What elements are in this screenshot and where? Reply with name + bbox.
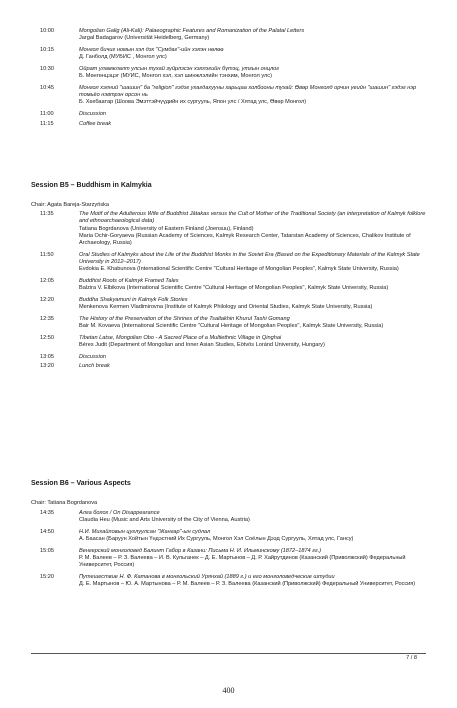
schedule-block-1	[40, 28, 435, 132]
talk-title: Discussion	[79, 353, 107, 360]
time-label: 15:05	[40, 547, 54, 554]
time-label: 13:20	[40, 363, 54, 370]
schedule-row	[40, 297, 435, 312]
talk-title: Coffee break	[79, 120, 112, 127]
talk-author: Д. Ганболд (МУБИС , Монгол улс)	[79, 54, 167, 61]
talk-title: Путешествие Н. Ф. Катанова в монгольский Урянхай (1889 г.) и его монголоведческие штудии	[79, 573, 335, 580]
talk-title: Венгерский монголовед Балинт Габор в Казани: Письма Н. И. Ильминскому (1872–1874 гг.)	[79, 547, 322, 554]
talk-author: Balzira V. Elbikova (International Scientific Centre "Cultural Heritage of Mongolian Peoples", Kalmyk State University, Russia)	[79, 285, 389, 292]
talk-title: Ойрат уламжлалт улсын тухай зүйрлэсэн хэллэгийн бүтэц, утгын онцлог	[79, 65, 280, 72]
talk-title: Монгол бичиг номын хэл дэх "Сумдаг"-ийн хэлэн нөлөө	[79, 46, 224, 53]
talk-title: Н.И. Михайловын цуглуулсан "Жангар"-ын судлал	[79, 528, 211, 535]
talk-author: Tatiana Bogrdanova (University of Eastern Finland (Joensuu), Finland)	[79, 225, 254, 232]
talk-title: Алга болох / On Disappearance	[79, 510, 160, 516]
time-label: 12:35	[40, 315, 54, 322]
time-label: 11:00	[40, 110, 54, 117]
talk-title: Buddha Shakyamuni in Kalmyk Folk Stories	[79, 296, 188, 303]
talk-title: Lunch break	[79, 363, 110, 370]
talk-author: Menkenova Kermen Vladimirovna (Institute of Kalmyk Philology and Oriental Studies, Kalmyk State University, Russia)	[79, 304, 373, 311]
schedule-row	[40, 278, 435, 293]
talk-author: Jargal Badagarov (Universität Heidelberg, Germany)	[79, 35, 210, 42]
schedule-row	[40, 85, 435, 107]
time-label: 10:45	[40, 84, 54, 91]
time-label: 15:20	[40, 573, 54, 580]
schedule-row	[40, 574, 435, 589]
time-label: 11:15	[40, 120, 54, 127]
page-of-indicator: 7 / 8	[406, 655, 417, 661]
talk-author: Б. Мөнгөнцэцэг (МУИС, Монгол хэл, хэл шинжлэлийн тэнхим, Монгол улс)	[79, 73, 272, 80]
session-heading: Session B6 – Various Aspects	[31, 480, 131, 487]
schedule-row	[40, 316, 435, 331]
time-label: 12:50	[40, 334, 54, 341]
schedule-row	[40, 548, 435, 570]
schedule-row	[40, 66, 435, 81]
talk-title: The History of the Preservation of the Shrines of the Tsaltakhin Khurul Tashi Gomang	[79, 315, 290, 322]
session-heading: Session B5 – Buddhism in Kalmykia	[31, 182, 152, 189]
talk-author: Б. Хөхбаатар (Шоова Эмэттэйчүүдийн их сургууль, Япон улс / Хятад улс, Өвөр Монгол)	[79, 99, 307, 106]
talk-title: Discussion	[79, 110, 107, 117]
session-chair: Chair: Agata Bareja-Starzyńska	[31, 202, 110, 208]
schedule-row	[40, 252, 435, 274]
talk-author: Béres Judit (Department of Mongolian and Inner Asian Studies, Eötvös Loránd University, Hungary)	[79, 341, 325, 348]
session-chair: Chair: Tatiana Bogrdanova	[31, 500, 98, 506]
time-label: 11:35	[40, 211, 54, 217]
time-label: 13:05	[40, 353, 54, 360]
schedule-block-b5	[40, 211, 435, 375]
talk-author: Р. М. Валеев – Р. З. Валеева – И. В. Кульганек – Д. Е. Мартынов – Д. Р. Хайрутдинов (Казанский (Приволжский) Федеральный Университет, Россия)	[79, 555, 406, 569]
footer-divider	[31, 653, 426, 654]
time-label: 14:35	[40, 510, 54, 516]
schedule-row	[40, 121, 435, 128]
time-label: 11:50	[40, 251, 54, 258]
talk-author: Evdokia E. Khabunova (International Scientific Centre "Cultural Heritage of Mongolian Peoples", Kalmyk State University, Russia)	[79, 266, 399, 273]
schedule-row	[40, 335, 435, 350]
talk-title: Монгол хэлний "шашин" ба "religion" гэдэг ухагдахууны харьцаа холбооны тухай: Өвөр Монголд орчин үеийн "шашин" гэдэг нэр томьёо нэвтрэн орсон нь	[79, 84, 417, 98]
talk-title: The Motif of the Adulterous Wife of Buddhist Jātakas versus the Cult of Mother of the Traditional Society (an interpretation of Kalmyk folklore and ethnoarchaeological data)	[79, 211, 426, 225]
schedule-row	[40, 28, 435, 43]
schedule-block-b6	[40, 510, 435, 593]
talk-author: Д. Е. Мартынов – Ю. А. Мартынова – Р. М. Валеев – Р. З. Валеева (Казанский (Приволжский) Федеральный Университет, Россия)	[79, 581, 416, 588]
talk-author: Bair M. Kovaeva (International Scientific Centre "Cultural Heritage of Mongolian Peoples", Kalmyk State University, Russia)	[79, 323, 384, 330]
time-label: 10:30	[40, 65, 54, 72]
schedule-row	[40, 211, 435, 247]
talk-title: Tibetan Latse, Mongolian Obo - A Sacred Place of a Multiethnic Village in Qinghai	[79, 334, 282, 341]
schedule-row	[40, 363, 435, 370]
schedule-row	[40, 47, 435, 62]
time-label: 10:15	[40, 46, 54, 53]
talk-author: А. Баасан (Баруун Хойтын Үндэстний Их Сургууль, Монгол Хэл Соёлын Дээд Сургууль, Хятад улс, Гансу)	[79, 536, 354, 543]
talk-author: Maria Ochir-Goryaeva (Russian Academy of Sciences, Kalmyk Research Center, Tatarstan Academy of Sciences, Chalikov Institute of Archaeology, Russia)	[79, 232, 411, 247]
time-label: 14:50	[40, 528, 54, 535]
page-number: 400	[222, 686, 235, 695]
schedule-row	[40, 529, 435, 544]
talk-author: Claudia Heu (Music and Arts University of the City of Vienna, Austria)	[79, 517, 250, 524]
schedule-row	[40, 510, 435, 525]
time-label: 12:20	[40, 296, 54, 303]
time-label: 10:00	[40, 28, 54, 34]
schedule-row	[40, 111, 435, 118]
talk-title: Oral Studies of Kalmyks about the Life of the Buddhist Monks in the Soviet Era (Based on the Expeditionary Materials of the Kalmyk State University in 2012–2017)	[79, 251, 420, 266]
schedule-row	[40, 354, 435, 361]
talk-title: Buddhist Roots of Kalmyk Framed Tales	[79, 277, 179, 284]
time-label: 12:05	[40, 277, 54, 284]
talk-title: Mongolian Galig (Ali-Kali): Palaeographic Features and Romanization of the Palatal Letters	[79, 28, 305, 34]
